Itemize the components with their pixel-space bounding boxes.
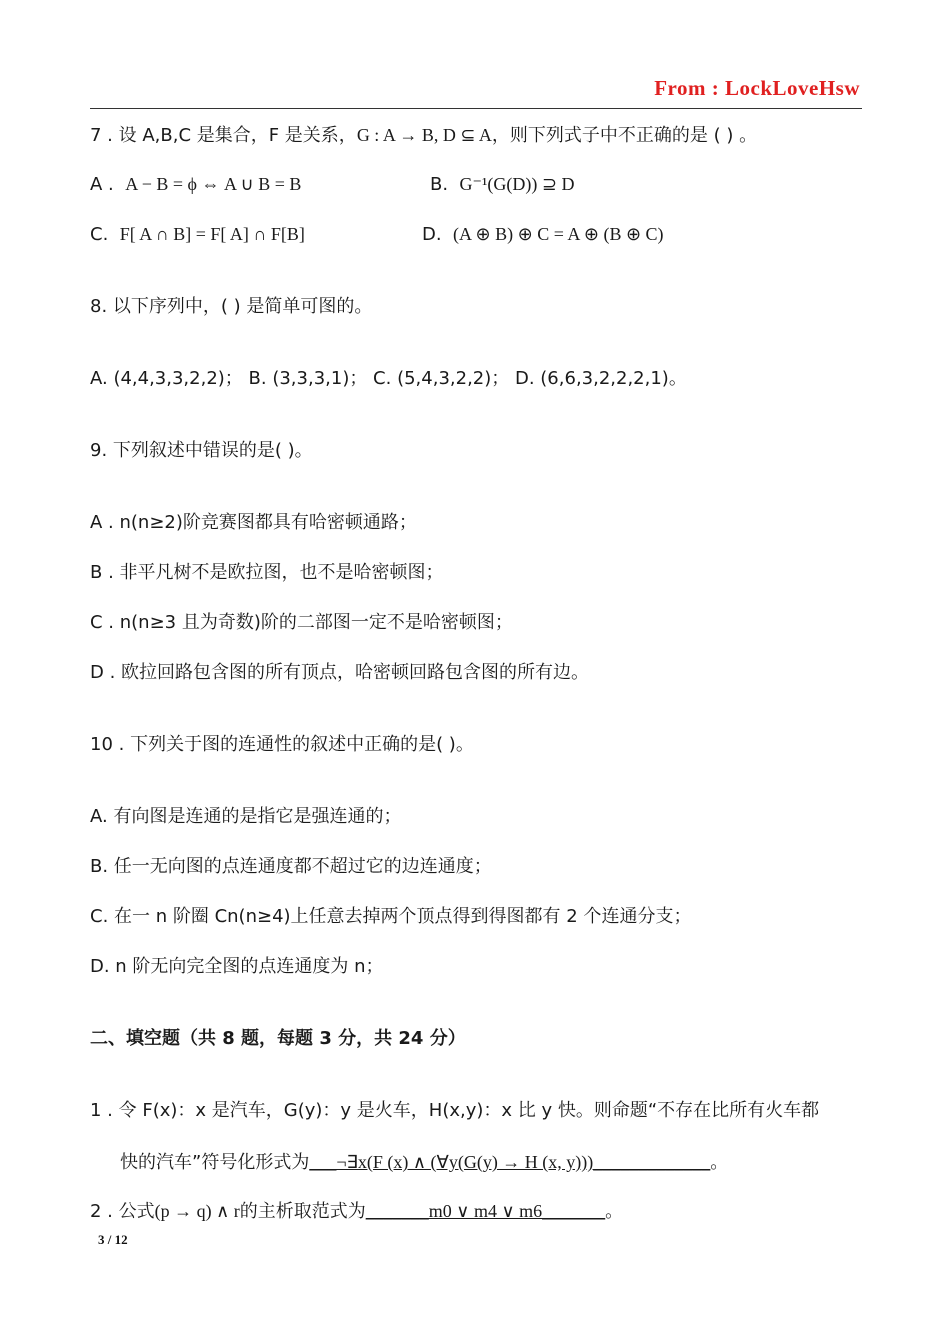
q9-stem: 9. 下列叙述中错误的是( )。 bbox=[90, 440, 313, 461]
fill-q1-prefix: 快的汽车”符号化形式为 bbox=[120, 1152, 310, 1173]
q7-option-b-label: B. bbox=[430, 174, 449, 195]
q8-options: A. (4,4,3,3,2,2)； B. (3,3,3,1)； C. (5,4,3,2,2)； D. (6,6,3,2,2,2,1)。 bbox=[90, 368, 687, 389]
q7-stem-math: G : A → B, D ⊆ A bbox=[356, 125, 492, 145]
q7-stem-suffix: ，则下列式子中不正确的是 ( ) 。 bbox=[491, 125, 758, 146]
q7-option-c-label: C. bbox=[90, 224, 109, 245]
q7-option-d-label: D. bbox=[422, 224, 442, 245]
q7-option-c-math: F[ A ∩ B] = F[ A] ∩ F[B] bbox=[119, 224, 305, 244]
q7-option-b-math: G⁻¹(G(D)) ⊇ D bbox=[459, 174, 575, 194]
fill-q2-prefix: 2 . 公式 bbox=[90, 1201, 155, 1222]
fill-q2 bbox=[90, 1199, 623, 1224]
fill-q1-suffix: 。 bbox=[710, 1152, 729, 1173]
q9-option-b: B . 非平凡树不是欧拉图，也不是哈密顿图； bbox=[90, 562, 444, 583]
fill-q1-answer: ___¬∃x(F (x) ∧ (∀y(G(y) → H (x, y)))_____________ bbox=[309, 1152, 711, 1172]
fill-q2-formula: (p → q) ∧ r bbox=[154, 1201, 240, 1221]
section-2-title: 二、填空题（共 8 题，每题 3 分，共 24 分） bbox=[90, 1028, 466, 1049]
fill-q2-answer: _______m0 ∨ m4 ∨ m6_______ bbox=[365, 1201, 606, 1221]
q7-option-b bbox=[430, 172, 574, 197]
q9-option-d: D . 欧拉回路包含图的所有顶点，哈密顿回路包含图的所有边。 bbox=[90, 662, 590, 683]
q7-option-a bbox=[90, 172, 301, 197]
q10-option-a: A. 有向图是连通的是指它是强连通的； bbox=[90, 806, 402, 827]
header-divider bbox=[90, 108, 862, 109]
fill-q1-line2 bbox=[120, 1150, 728, 1175]
q10-option-c: C. 在一 n 阶圈 Cn(n≥4)上任意去掉两个顶点得到得图都有 2 个连通分支； bbox=[90, 906, 692, 927]
q7-stem bbox=[90, 123, 757, 148]
fill-q1-line1: 1 . 令 F(x)：x 是汽车，G(y)：y 是火车，H(x,y)：x 比 y 快。则命题“不存在比所有火车都 bbox=[90, 1100, 820, 1121]
q10-option-b: B. 任一无向图的点连通度都不超过它的边连通度； bbox=[90, 856, 492, 877]
page-number: 3 / 12 bbox=[98, 1232, 128, 1247]
q10-stem: 10 . 下列关于图的连通性的叙述中正确的是( )。 bbox=[90, 734, 474, 755]
q9-option-c: C . n(n≥3 且为奇数)阶的二部图一定不是哈密顿图； bbox=[90, 612, 513, 633]
q8-stem: 8. 以下序列中，( ) 是简单可图的。 bbox=[90, 296, 373, 317]
q7-option-a-label: A . bbox=[90, 174, 114, 195]
q7-option-c bbox=[90, 222, 305, 247]
q7-stem-prefix: 7 . 设 A,B,C 是集合，F 是关系， bbox=[90, 125, 357, 146]
q7-option-a-math: A − B = ϕ ⇔ A ∪ B = B bbox=[125, 174, 302, 194]
q7-option-d-math: (A ⊕ B) ⊕ C = A ⊕ (B ⊕ C) bbox=[453, 224, 664, 244]
q7-option-d bbox=[422, 222, 664, 247]
q10-option-d: D. n 阶无向完全图的点连通度为 n； bbox=[90, 956, 384, 977]
fill-q2-suffix: 。 bbox=[605, 1201, 624, 1222]
fill-q2-mid: 的主析取范式为 bbox=[239, 1201, 366, 1222]
q9-option-a: A . n(n≥2)阶竞赛图都具有哈密顿通路； bbox=[90, 512, 417, 533]
source-header: From : LockLoveHsw bbox=[654, 76, 860, 100]
